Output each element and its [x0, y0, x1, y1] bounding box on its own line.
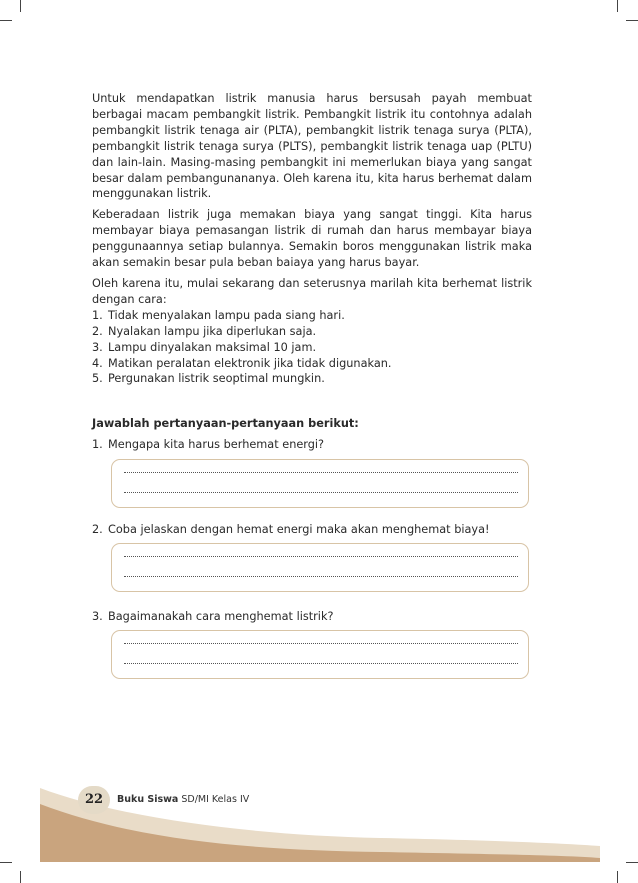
question-number: 3.: [92, 610, 103, 623]
book-title-bold: Buku Siswa: [117, 794, 179, 805]
list-number: 4.: [92, 356, 103, 370]
question-number: 1.: [92, 438, 103, 451]
question-text: Mengapa kita harus berhemat energi?: [108, 438, 325, 451]
list-text: Tidak menyalakan lampu pada siang hari.: [108, 308, 345, 322]
paragraph-3: Oleh karena itu, mulai sekarang dan seterusnya marilah kita berhemat listrik dengan cara:: [92, 276, 532, 306]
list-number: 2.: [92, 324, 103, 338]
question-text: Coba jelaskan dengan hemat energi maka akan menghemat biaya!: [108, 523, 490, 536]
exercise-heading: Jawablah pertanyaan-pertanyaan berikut:: [92, 417, 359, 430]
question-text: Bagaimanakah cara menghemat listrik?: [108, 610, 334, 623]
page-number: 22: [78, 786, 110, 814]
list-text: Pergunakan listrik seoptimal mungkin.: [108, 372, 325, 386]
paragraph-1: Untuk mendapatkan listrik manusia harus bersusah payah membuat berbagai macam pembangkit listrik. Pembangkit listrik itu contohnya adalah pembangkit listrik tenaga air (PLTA), pembangkit listrik tenaga surya (PLTA), pembangkit listrik tenaga surya (PLTS), pembangkit listrik tenaga uap (PLTU) dan lain-lain. Masing-masing pembangkit ini memerlukan biaya yang sangat besar dalam pembangunananya. Oleh karena itu, kita harus berhemat dalam menggunakan listrik.: [92, 92, 532, 201]
paragraph-2: Keberadaan listrik juga memakan biaya yang sangat tinggi. Kita harus membayar biaya pemasangan listrik di rumah dan harus membayar biaya penggunaannya setiap bulannya. Semakin boros menggunakan listrik maka akan semakin besar pula beban baiaya yang harus bayar.: [92, 208, 532, 270]
list-text: Matikan peralatan elektronik jika tidak digunakan.: [108, 356, 392, 370]
list-number: 1.: [92, 308, 103, 322]
book-title-rest: SD/MI Kelas IV: [178, 794, 250, 805]
list-text: Lampu dinyalakan maksimal 10 jam.: [108, 340, 317, 354]
list-number: 5.: [92, 372, 103, 386]
list-number: 3.: [92, 340, 103, 354]
question-number: 2.: [92, 523, 103, 536]
book-title: [117, 794, 249, 805]
list-text: Nyalakan lampu jika diperlukan saja.: [108, 324, 317, 338]
